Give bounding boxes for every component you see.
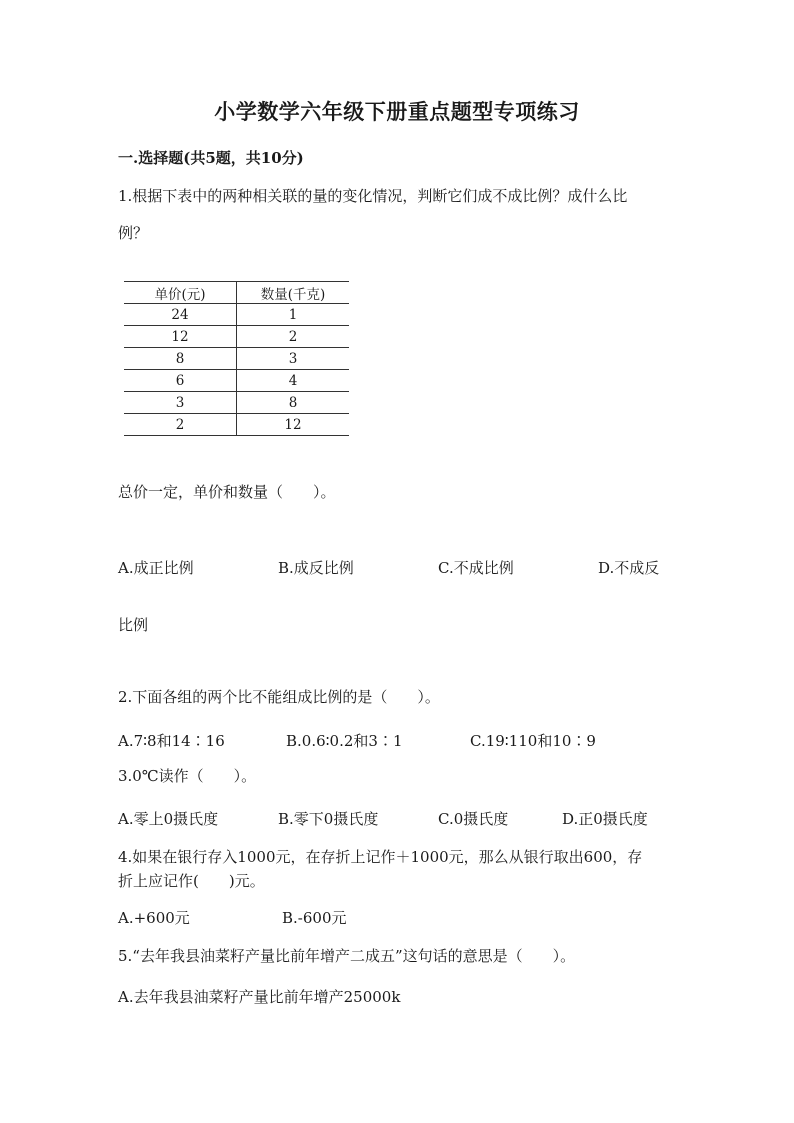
table-cell: 12	[124, 326, 237, 348]
q4-stem-line2: 折上应记作( )元。	[118, 872, 265, 890]
section-heading: 一.选择题(共5题，共10分)	[118, 149, 304, 167]
table-row	[124, 414, 349, 436]
q2-stem: 2.下面各组的两个比不能组成比例的是（ ）。	[118, 688, 440, 706]
q1-option-d: D.不成反	[598, 559, 660, 577]
table-header-row	[124, 282, 349, 304]
q2-option-b: B.0.6∶0.2和3∶1	[286, 732, 403, 750]
q1-option-d-wrap: 比例	[118, 616, 149, 634]
table-cell: 2	[237, 326, 350, 348]
table-cell: 6	[124, 370, 237, 392]
q4-stem-line1: 4.如果在银行存入1000元，在存折上记作＋1000元，那么从银行取出600，存	[118, 848, 643, 866]
table-cell: 3	[124, 392, 237, 414]
table-header-cell: 数量(千克)	[237, 282, 350, 304]
q1-data-table	[124, 281, 349, 436]
q3-stem: 3.0℃读作（ ）。	[118, 767, 257, 785]
q5-option-a: A.去年我县油菜籽产量比前年增产25000k	[118, 988, 401, 1006]
q1-stem-line2: 例？	[118, 224, 149, 242]
table-row	[124, 304, 349, 326]
q1-option-c: C.不成比例	[438, 559, 514, 577]
q1-option-b: B.成反比例	[278, 559, 354, 577]
table-cell: 8	[124, 348, 237, 370]
table-header-cell: 单价(元)	[124, 282, 237, 304]
table-cell: 2	[124, 414, 237, 436]
q4-option-a: A.+600元	[118, 909, 190, 927]
q1-prompt: 总价一定，单价和数量（ ）。	[118, 483, 336, 501]
q5-stem: 5.“去年我县油菜籽产量比前年增产二成五”这句话的意思是（ ）。	[118, 947, 576, 965]
q2-option-c: C.19∶110和10∶9	[470, 732, 596, 750]
table-cell: 1	[237, 304, 350, 326]
q2-option-a: A.7∶8和14∶16	[118, 732, 225, 750]
q3-option-a: A.零上0摄氏度	[118, 810, 219, 828]
table-row	[124, 326, 349, 348]
q1-option-a: A.成正比例	[118, 559, 194, 577]
table-cell: 24	[124, 304, 237, 326]
table-row	[124, 392, 349, 414]
q3-option-d: D.正0摄氏度	[562, 810, 648, 828]
table-cell: 12	[237, 414, 350, 436]
q3-option-c: C.0摄氏度	[438, 810, 509, 828]
table-cell: 4	[237, 370, 350, 392]
table-row	[124, 370, 349, 392]
q3-option-b: B.零下0摄氏度	[278, 810, 379, 828]
q1-stem-line1: 1.根据下表中的两种相关联的量的变化情况，判断它们成不成比例？成什么比	[118, 187, 628, 205]
table-cell: 3	[237, 348, 350, 370]
table-row	[124, 348, 349, 370]
q4-option-b: B.-600元	[282, 909, 347, 927]
page-title: 小学数学六年级下册重点题型专项练习	[214, 99, 580, 124]
table-cell: 8	[237, 392, 350, 414]
